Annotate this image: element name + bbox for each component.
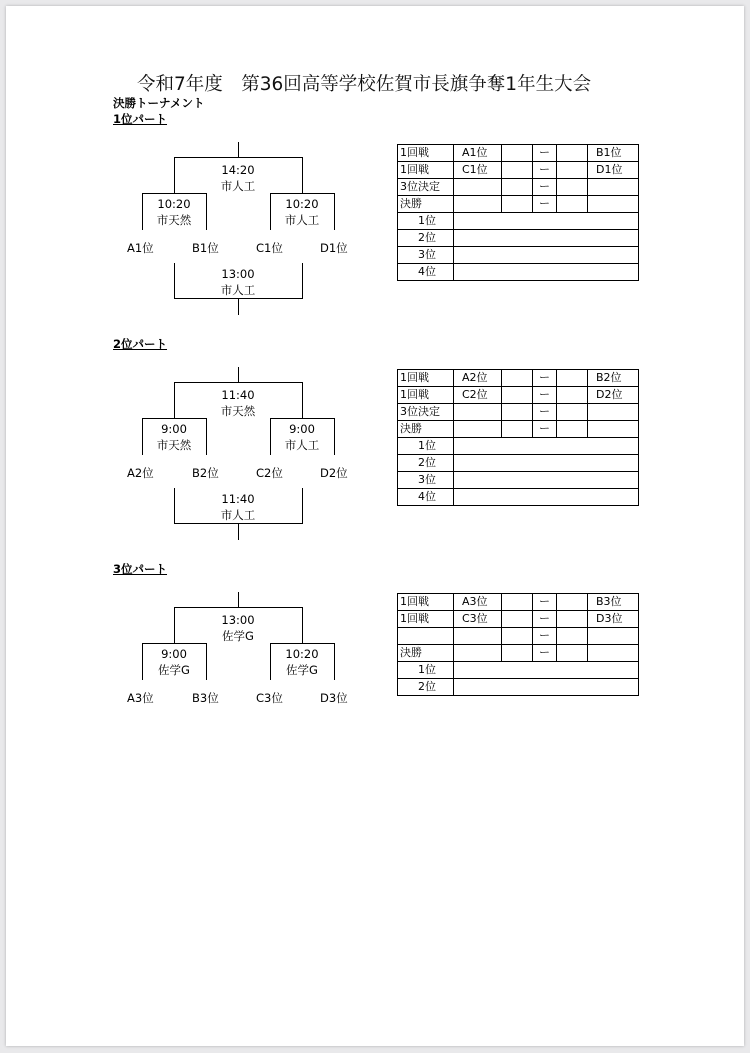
- rank-label: 1位: [398, 438, 454, 455]
- right-semi-time-3: 10:20: [285, 647, 319, 661]
- rank-result: [454, 489, 639, 506]
- left-team: [454, 645, 502, 662]
- results-table-2: [397, 369, 639, 506]
- rank-label: 2位: [398, 230, 454, 247]
- left-semi-time-1: 10:20: [157, 197, 191, 211]
- dash: ー: [533, 404, 557, 421]
- third-place-time-1: 13:00: [221, 267, 255, 281]
- table-row: [398, 645, 639, 662]
- team-d-2: D2位: [320, 466, 348, 480]
- third-place-venue-1: 市人工: [220, 283, 256, 297]
- rank-label: 3位: [398, 472, 454, 489]
- rank-row: [398, 213, 639, 230]
- left-team: [454, 628, 502, 645]
- rank-result: [454, 662, 639, 679]
- rank-label: 4位: [398, 264, 454, 281]
- right-team: B3位: [588, 594, 639, 611]
- team-c-3: C3位: [256, 691, 283, 705]
- right-team: [588, 404, 639, 421]
- team-b-1: B1位: [192, 241, 219, 255]
- left-team: A1位: [454, 145, 502, 162]
- rank-label: 1位: [398, 662, 454, 679]
- rank-row: [398, 438, 639, 455]
- round-label: 決勝: [398, 645, 454, 662]
- part-label-2: 2位パート: [113, 337, 168, 351]
- round-label: 1回戦: [398, 611, 454, 628]
- right-team: D3位: [588, 611, 639, 628]
- table-row: [398, 611, 639, 628]
- left-team: A3位: [454, 594, 502, 611]
- table-row: [398, 196, 639, 213]
- left-semi-time-3: 9:00: [161, 647, 187, 661]
- round-label: 1回戦: [398, 162, 454, 179]
- right-team: [588, 196, 639, 213]
- final-time-1: 14:20: [221, 163, 255, 177]
- left-team: [454, 179, 502, 196]
- rank-label: 2位: [398, 679, 454, 696]
- rank-result: [454, 438, 639, 455]
- dash: ー: [533, 611, 557, 628]
- dash: ー: [533, 179, 557, 196]
- team-a-2: A2位: [127, 466, 154, 480]
- right-team: B2位: [588, 370, 639, 387]
- round-label: 1回戦: [398, 145, 454, 162]
- rank-result: [454, 230, 639, 247]
- final-time-2: 11:40: [221, 388, 255, 402]
- team-a-1: A1位: [127, 241, 154, 255]
- left-team: A2位: [454, 370, 502, 387]
- left-semi-venue-1: 市天然: [156, 213, 192, 227]
- right-semi-venue-3: 佐学G: [286, 663, 318, 677]
- rank-label: 1位: [398, 213, 454, 230]
- left-team: C1位: [454, 162, 502, 179]
- round-label: 1回戦: [398, 387, 454, 404]
- rank-row: [398, 472, 639, 489]
- table-row: [398, 162, 639, 179]
- document-title: 令和7年度 第36回高等学校佐賀市長旗争奪1年生大会: [137, 74, 592, 95]
- round-label: 決勝: [398, 421, 454, 438]
- right-team: [588, 628, 639, 645]
- table-row: [398, 387, 639, 404]
- rank-row: [398, 489, 639, 506]
- right-semi-venue-1: 市人工: [284, 213, 320, 227]
- table-row: [398, 404, 639, 421]
- final-venue-2: 市天然: [220, 404, 256, 418]
- right-semi-time-2: 9:00: [289, 422, 315, 436]
- round-label: 3位決定: [398, 404, 454, 421]
- rank-row: [398, 455, 639, 472]
- dash: ー: [533, 594, 557, 611]
- team-b-2: B2位: [192, 466, 219, 480]
- right-team: [588, 421, 639, 438]
- right-team: [588, 179, 639, 196]
- rank-result: [454, 679, 639, 696]
- round-label: 1回戦: [398, 370, 454, 387]
- table-row: [398, 145, 639, 162]
- rank-result: [454, 247, 639, 264]
- left-semi-venue-3: 佐学G: [158, 663, 190, 677]
- right-semi-venue-2: 市人工: [284, 438, 320, 452]
- left-semi-time-2: 9:00: [161, 422, 187, 436]
- rank-row: [398, 679, 639, 696]
- part-label-3: 3位パート: [113, 562, 168, 576]
- rank-row: [398, 662, 639, 679]
- round-label: [398, 628, 454, 645]
- dash: ー: [533, 421, 557, 438]
- team-d-3: D3位: [320, 691, 348, 705]
- right-team: [588, 645, 639, 662]
- table-row: [398, 628, 639, 645]
- team-d-1: D1位: [320, 241, 348, 255]
- team-c-1: C1位: [256, 241, 283, 255]
- final-venue-3: 佐学G: [222, 629, 254, 643]
- rank-result: [454, 472, 639, 489]
- rank-label: 2位: [398, 455, 454, 472]
- round-label: 1回戦: [398, 594, 454, 611]
- dash: ー: [533, 162, 557, 179]
- left-team: C3位: [454, 611, 502, 628]
- rank-result: [454, 455, 639, 472]
- left-team: C2位: [454, 387, 502, 404]
- dash: ー: [533, 645, 557, 662]
- table-row: [398, 594, 639, 611]
- left-semi-venue-2: 市天然: [156, 438, 192, 452]
- part-label-1: 1位パート: [113, 112, 168, 126]
- team-a-3: A3位: [127, 691, 154, 705]
- table-row: [398, 421, 639, 438]
- rank-label: 3位: [398, 247, 454, 264]
- final-time-3: 13:00: [221, 613, 255, 627]
- section-subtitle: 決勝トーナメント: [113, 96, 205, 110]
- team-c-2: C2位: [256, 466, 283, 480]
- right-team: D1位: [588, 162, 639, 179]
- team-b-3: B3位: [192, 691, 219, 705]
- results-table-3: [397, 593, 639, 696]
- results-table-1: [397, 144, 639, 281]
- dash: ー: [533, 196, 557, 213]
- third-place-venue-2: 市人工: [220, 508, 256, 522]
- rank-result: [454, 264, 639, 281]
- rank-row: [398, 264, 639, 281]
- rank-result: [454, 213, 639, 230]
- dash: ー: [533, 628, 557, 645]
- right-semi-time-1: 10:20: [285, 197, 319, 211]
- left-team: [454, 421, 502, 438]
- rank-label: 4位: [398, 489, 454, 506]
- rank-row: [398, 230, 639, 247]
- rank-row: [398, 247, 639, 264]
- right-team: B1位: [588, 145, 639, 162]
- dash: ー: [533, 387, 557, 404]
- left-team: [454, 196, 502, 213]
- right-team: D2位: [588, 387, 639, 404]
- table-row: [398, 370, 639, 387]
- round-label: 決勝: [398, 196, 454, 213]
- round-label: 3位決定: [398, 179, 454, 196]
- dash: ー: [533, 370, 557, 387]
- left-team: [454, 404, 502, 421]
- table-row: [398, 179, 639, 196]
- third-place-time-2: 11:40: [221, 492, 255, 506]
- final-venue-1: 市人工: [220, 179, 256, 193]
- dash: ー: [533, 145, 557, 162]
